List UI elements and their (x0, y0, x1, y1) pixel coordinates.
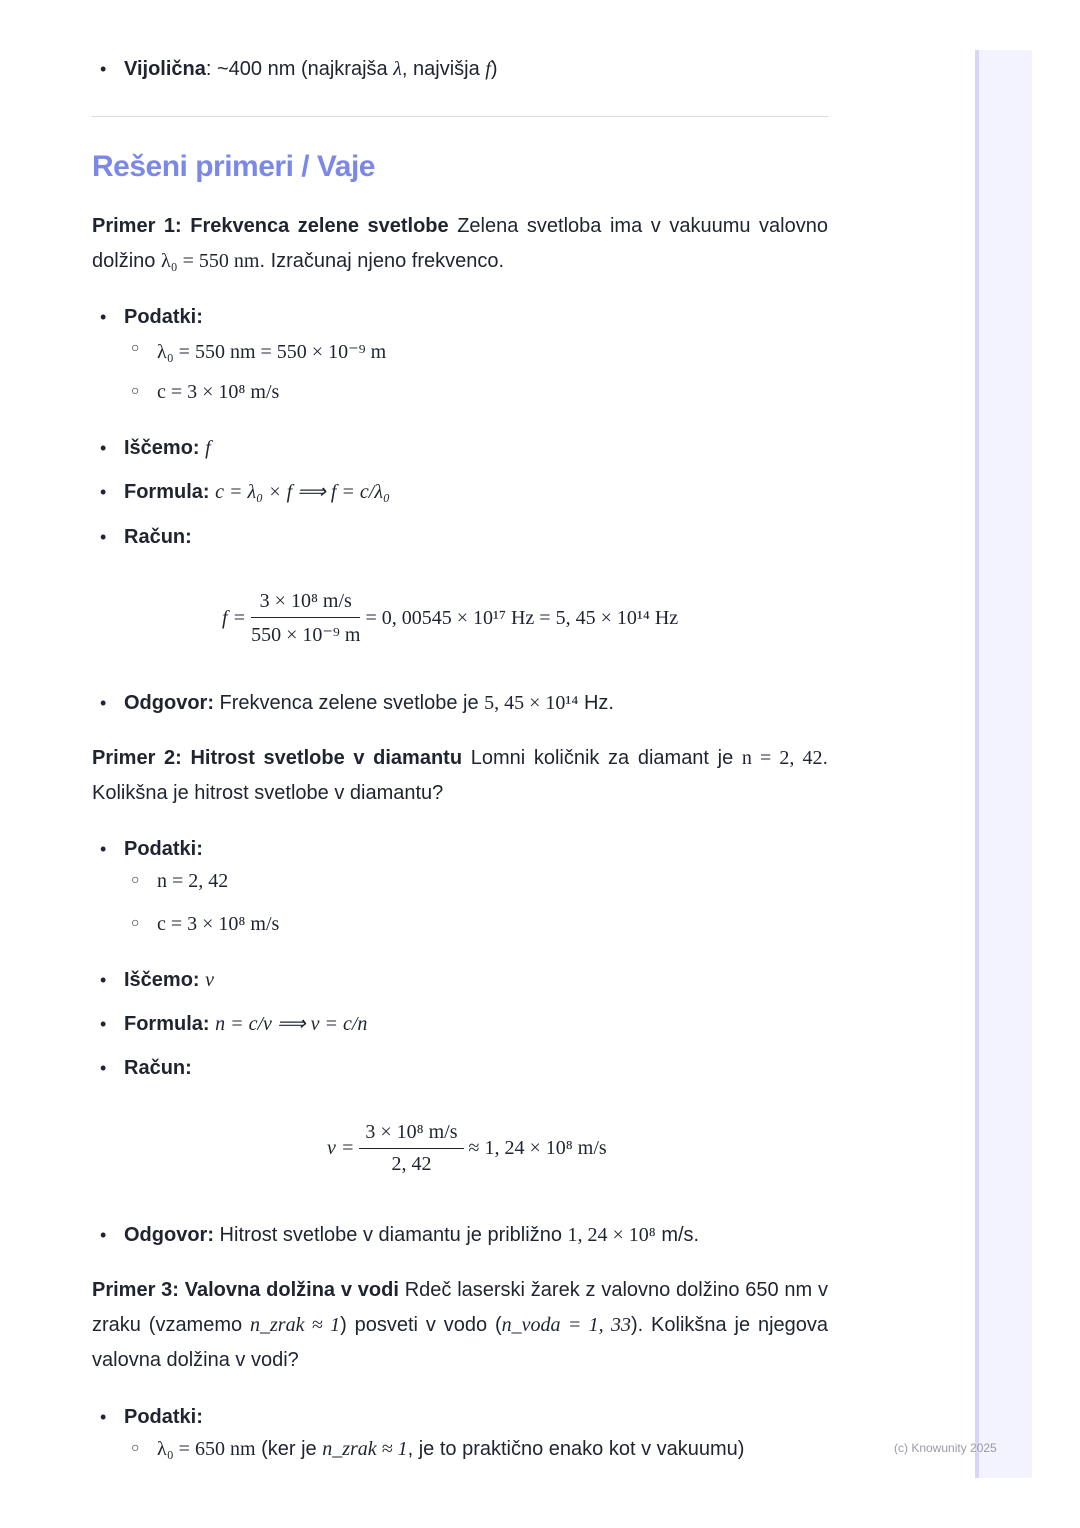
f-symbol: f (485, 58, 491, 80)
bullet-circle: ○ (131, 339, 140, 355)
bullet-dot: • (100, 1407, 107, 1427)
intro-close: ) (490, 58, 498, 80)
odgovor-value: 1, 24 × 10⁸ (567, 1224, 656, 1246)
section-divider (92, 116, 828, 117)
section-title: Rešeni primeri / Vaje (92, 150, 375, 183)
primer2-formula-expr: n = c/v ⟹ v = c/n (215, 1013, 368, 1035)
bullet-dot: • (100, 307, 107, 327)
primer3-paragraph (92, 1273, 828, 1378)
bullet-circle: ○ (131, 871, 140, 887)
bullet-circle: ○ (131, 1439, 140, 1455)
primer1-iscemo (124, 437, 211, 459)
data1-math-2: n_zrak ≈ 1 (322, 1438, 408, 1460)
primer1-calculation (222, 590, 678, 647)
primer1-data1: λ₀ = 550 nm = 550 × 10⁻⁹ m (157, 341, 387, 363)
primer2-iscemo (124, 969, 214, 991)
intro-item (124, 58, 498, 80)
calc-lhs: f = (222, 607, 247, 629)
bullet-dot: • (100, 693, 107, 713)
primer1-title: Primer 1: Frekvenca zelene svetlobe (92, 215, 449, 237)
bullet-dot: • (100, 482, 107, 502)
odgovor-unit: m/s. (655, 1224, 700, 1246)
primer3-n-zrak: n_zrak ≈ 1 (250, 1314, 341, 1336)
formula-label: Formula: (124, 1013, 210, 1035)
primer2-paragraph (92, 741, 828, 811)
calc-numerator: 3 × 10⁸ m/s (359, 1121, 463, 1149)
primer3-text-c: ). Kolikšna je njegova valovna dolžina v vodi? (92, 1314, 829, 1371)
bullet-dot: • (100, 1014, 107, 1034)
bullet-dot: • (100, 839, 107, 859)
side-panel-border (975, 50, 979, 1478)
primer1-lambda0: λ₀ = 550 nm (160, 250, 260, 272)
calc-result: = 0, 00545 × 10¹⁷ Hz = 5, 45 × 10¹⁴ Hz (365, 607, 679, 629)
lambda-symbol: λ (393, 58, 402, 80)
odgovor-text: Hitrost svetlobe v diamantu je približno (214, 1224, 568, 1246)
primer1-text-b: . Izračunaj njeno frekvenco. (259, 250, 505, 272)
formula-label: Formula: (124, 481, 210, 503)
primer3-text-b: ) posveti v vodo ( (340, 1314, 502, 1336)
bullet-dot: • (100, 1225, 107, 1245)
calc-numerator: 3 × 10⁸ m/s (251, 590, 360, 618)
copyright-notice: (c) Knowunity 2025 (894, 1441, 997, 1455)
iscemo-label: Iščemo: (124, 969, 200, 991)
primer1-podatki-label: Podatki: (124, 306, 203, 328)
primer1-formula (124, 481, 390, 503)
bullet-dot: • (100, 970, 107, 990)
intro-label: Vijolična (124, 58, 206, 80)
primer2-n-value: n = 2, 42 (741, 747, 823, 769)
primer1-text-a: Zelena svetloba ima v vakuumu valovno dolžino (92, 215, 828, 272)
primer1-data2: c = 3 × 10⁸ m/s (157, 381, 280, 403)
primer3-podatki-label: Podatki: (124, 1406, 203, 1428)
data1-math: λ₀ = 650 nm (157, 1438, 256, 1460)
bullet-circle: ○ (131, 382, 140, 398)
data1-text-2: , je to praktično enako kot v vakuumu) (407, 1438, 745, 1460)
primer3-text-a: Rdeč laserski žarek z valovno dolžino 650 nm v zraku (vzamemo (92, 1279, 829, 1336)
primer2-data2: c = 3 × 10⁸ m/s (157, 913, 280, 935)
primer2-text-a: Lomni količnik za diamant je (462, 747, 742, 769)
iscemo-label: Iščemo: (124, 437, 200, 459)
primer1-paragraph (92, 209, 828, 279)
primer2-odgovor (124, 1224, 699, 1246)
primer3-n-voda: n_voda = 1, 33 (501, 1314, 631, 1336)
calc-fraction (251, 590, 360, 647)
odgovor-text: Frekvenca zelene svetlobe je (214, 692, 485, 714)
primer3-title: Primer 3: Valovna dolžina v vodi (92, 1279, 399, 1301)
side-panel (975, 50, 1032, 1478)
odgovor-value: 5, 45 × 10¹⁴ (484, 692, 579, 714)
odgovor-label: Odgovor: (124, 1224, 214, 1246)
primer2-podatki-label: Podatki: (124, 838, 203, 860)
data1-text: (ker je (255, 1438, 323, 1460)
iscemo-value: f (205, 437, 211, 459)
primer1-formula-expr: c = λ₀ × f ⟹ f = c/λ₀ (215, 481, 390, 503)
primer1-odgovor (124, 692, 614, 714)
calc-result: ≈ 1, 24 × 10⁸ m/s (468, 1137, 607, 1159)
calc-denominator: 550 × 10⁻⁹ m (251, 624, 361, 646)
bullet-dot: • (100, 527, 107, 547)
calc-denominator: 2, 42 (391, 1153, 432, 1175)
primer2-text-b: . Kolikšna je hitrost svetlobe v diamantu? (92, 747, 829, 804)
bullet-dot: • (100, 1058, 107, 1078)
intro-text: : ~400 nm (najkrajša (205, 58, 394, 80)
calc-lhs: v = (327, 1137, 355, 1159)
iscemo-value: v (205, 969, 215, 991)
primer2-formula (124, 1013, 367, 1035)
bullet-dot: • (100, 438, 107, 458)
bullet-dot: • (100, 59, 107, 79)
odgovor-unit: Hz. (578, 692, 614, 714)
calc-fraction (359, 1121, 463, 1176)
primer2-data1: n = 2, 42 (157, 870, 229, 892)
primer2-racun-label: Račun: (124, 1057, 192, 1079)
intro-text-2: , najvišja (401, 58, 486, 80)
bullet-circle: ○ (131, 914, 140, 930)
odgovor-label: Odgovor: (124, 692, 214, 714)
primer3-data1 (157, 1438, 744, 1460)
primer1-racun-label: Račun: (124, 526, 192, 548)
primer2-title: Primer 2: Hitrost svetlobe v diamantu (92, 747, 463, 769)
primer2-calculation (327, 1121, 607, 1176)
